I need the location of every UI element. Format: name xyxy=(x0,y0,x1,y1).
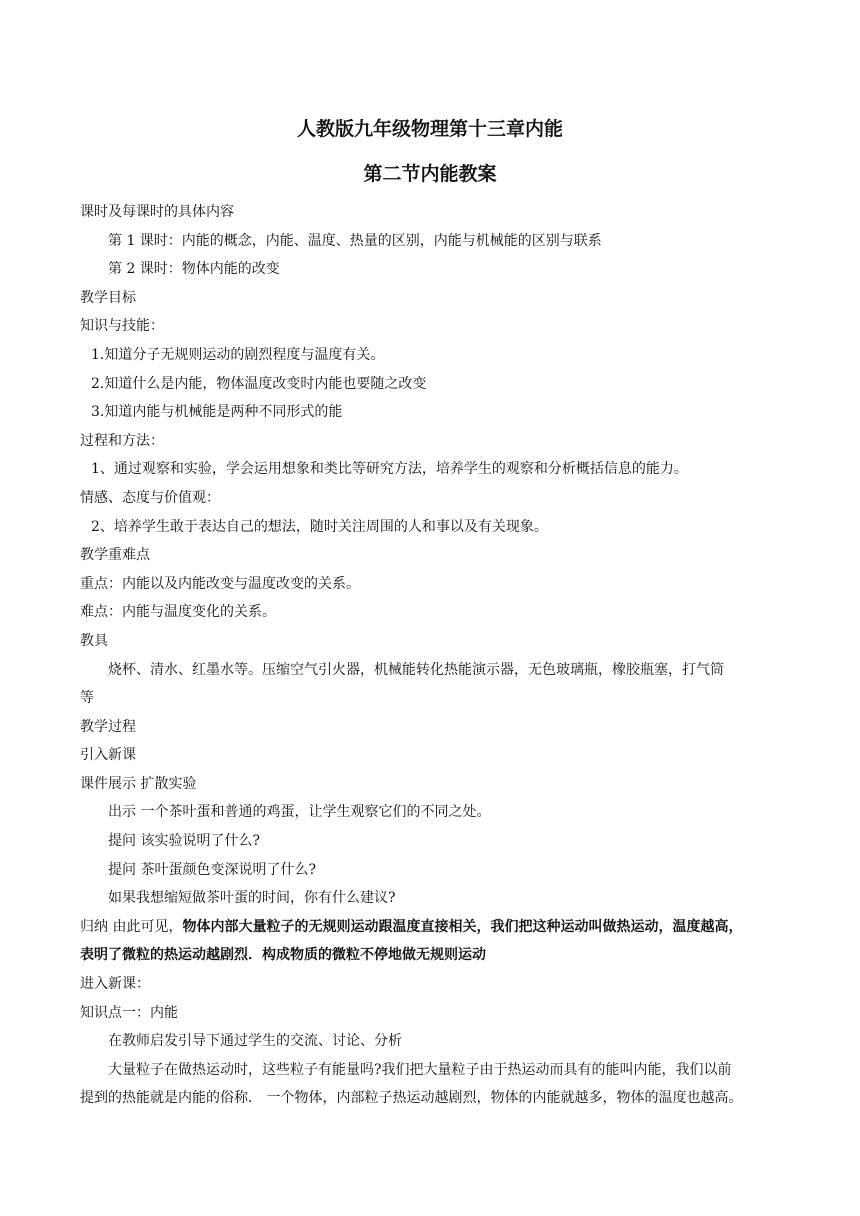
sub-heading: 知识点一：内能 xyxy=(80,1004,178,1021)
section-heading: 进入新课： xyxy=(80,976,150,993)
paragraph: 提问 该实验说明了什么? xyxy=(108,833,260,850)
section-heading: 教学过程 xyxy=(80,718,136,735)
document-body xyxy=(80,198,790,1113)
paragraph: 出示 一个茶叶蛋和普通的鸡蛋，让学生观察它们的不同之处。 xyxy=(108,804,491,821)
paragraph: 提到的热能就是内能的俗称． 一个物体，内部粒子热运动越剧烈，物体的内能就越多，物体的温度也越高。 xyxy=(80,1090,743,1107)
document-subtitle: 第二节内能教案 xyxy=(363,163,497,185)
document-title: 人教版九年级物理第十三章内能 xyxy=(296,118,563,140)
paragraph: 大量粒子在做热运动时，这些粒子有能量吗?我们把大量粒子由于热运动而具有的能叫内能，我们以前 xyxy=(108,1061,732,1078)
section-heading: 教学目标 xyxy=(80,289,136,306)
section-heading: 教具 xyxy=(80,632,108,649)
summary-bold-text: 表明了微粒的热运动越剧烈．构成物质的微粒不停地做无规则运动 xyxy=(80,947,486,964)
section-heading: 课时及每课时的具体内容 xyxy=(80,204,234,220)
list-item: 1、通过观察和实验，学会运用想象和类比等研究方法，培养学生的观察和分析概括信息的能力。 xyxy=(91,461,688,478)
section-heading: 引入新课 xyxy=(80,747,136,764)
paragraph: 重点：内能以及内能改变与温度改变的关系。 xyxy=(80,575,360,592)
paragraph: 第 1 课时：内能的概念，内能、温度、热量的区别，内能与机械能的区别与联系 xyxy=(108,232,602,249)
paragraph: 课件展示 扩散实验 xyxy=(80,775,197,792)
list-item: 2、培养学生敢于表达自己的想法，随时关注周围的人和事以及有关现象。 xyxy=(91,518,548,535)
sub-heading: 过程和方法： xyxy=(80,432,164,449)
paragraph: 烧杯、清水、红墨水等。压缩空气引火器，机械能转化热能演示器，无色玻璃瓶，橡胶瓶塞，打气筒 xyxy=(108,661,724,678)
list-item: 1.知道分子无规则运动的剧烈程度与温度有关。 xyxy=(91,346,385,363)
list-item: 3.知道内能与机械能是两种不同形式的能 xyxy=(91,404,343,421)
paragraph: 如果我想缩短做茶叶蛋的时间，你有什么建议? xyxy=(108,890,396,907)
paragraph: 提问 茶叶蛋颜色变深说明了什么? xyxy=(108,861,316,878)
summary-line xyxy=(80,913,790,942)
sub-heading: 知识与技能： xyxy=(80,318,164,335)
summary-bold-text: 物体内部大量粒子的无规则运动跟温度直接相关，我们把这种运动叫做热运动，温度越高， xyxy=(182,918,743,935)
paragraph: 第 2 课时：物体内能的改变 xyxy=(108,261,280,278)
sub-heading: 情感、态度与价值观： xyxy=(80,489,220,506)
list-item: 2.知道什么是内能，物体温度改变时内能也要随之改变 xyxy=(91,375,427,392)
section-heading: 教学重难点 xyxy=(80,547,150,564)
paragraph: 等 xyxy=(80,690,94,707)
summary-label: 归纳 由此可见， xyxy=(80,918,183,935)
paragraph: 难点：内能与温度变化的关系。 xyxy=(80,604,276,621)
paragraph: 在教师启发引导下通过学生的交流、讨论、分析 xyxy=(108,1033,402,1050)
